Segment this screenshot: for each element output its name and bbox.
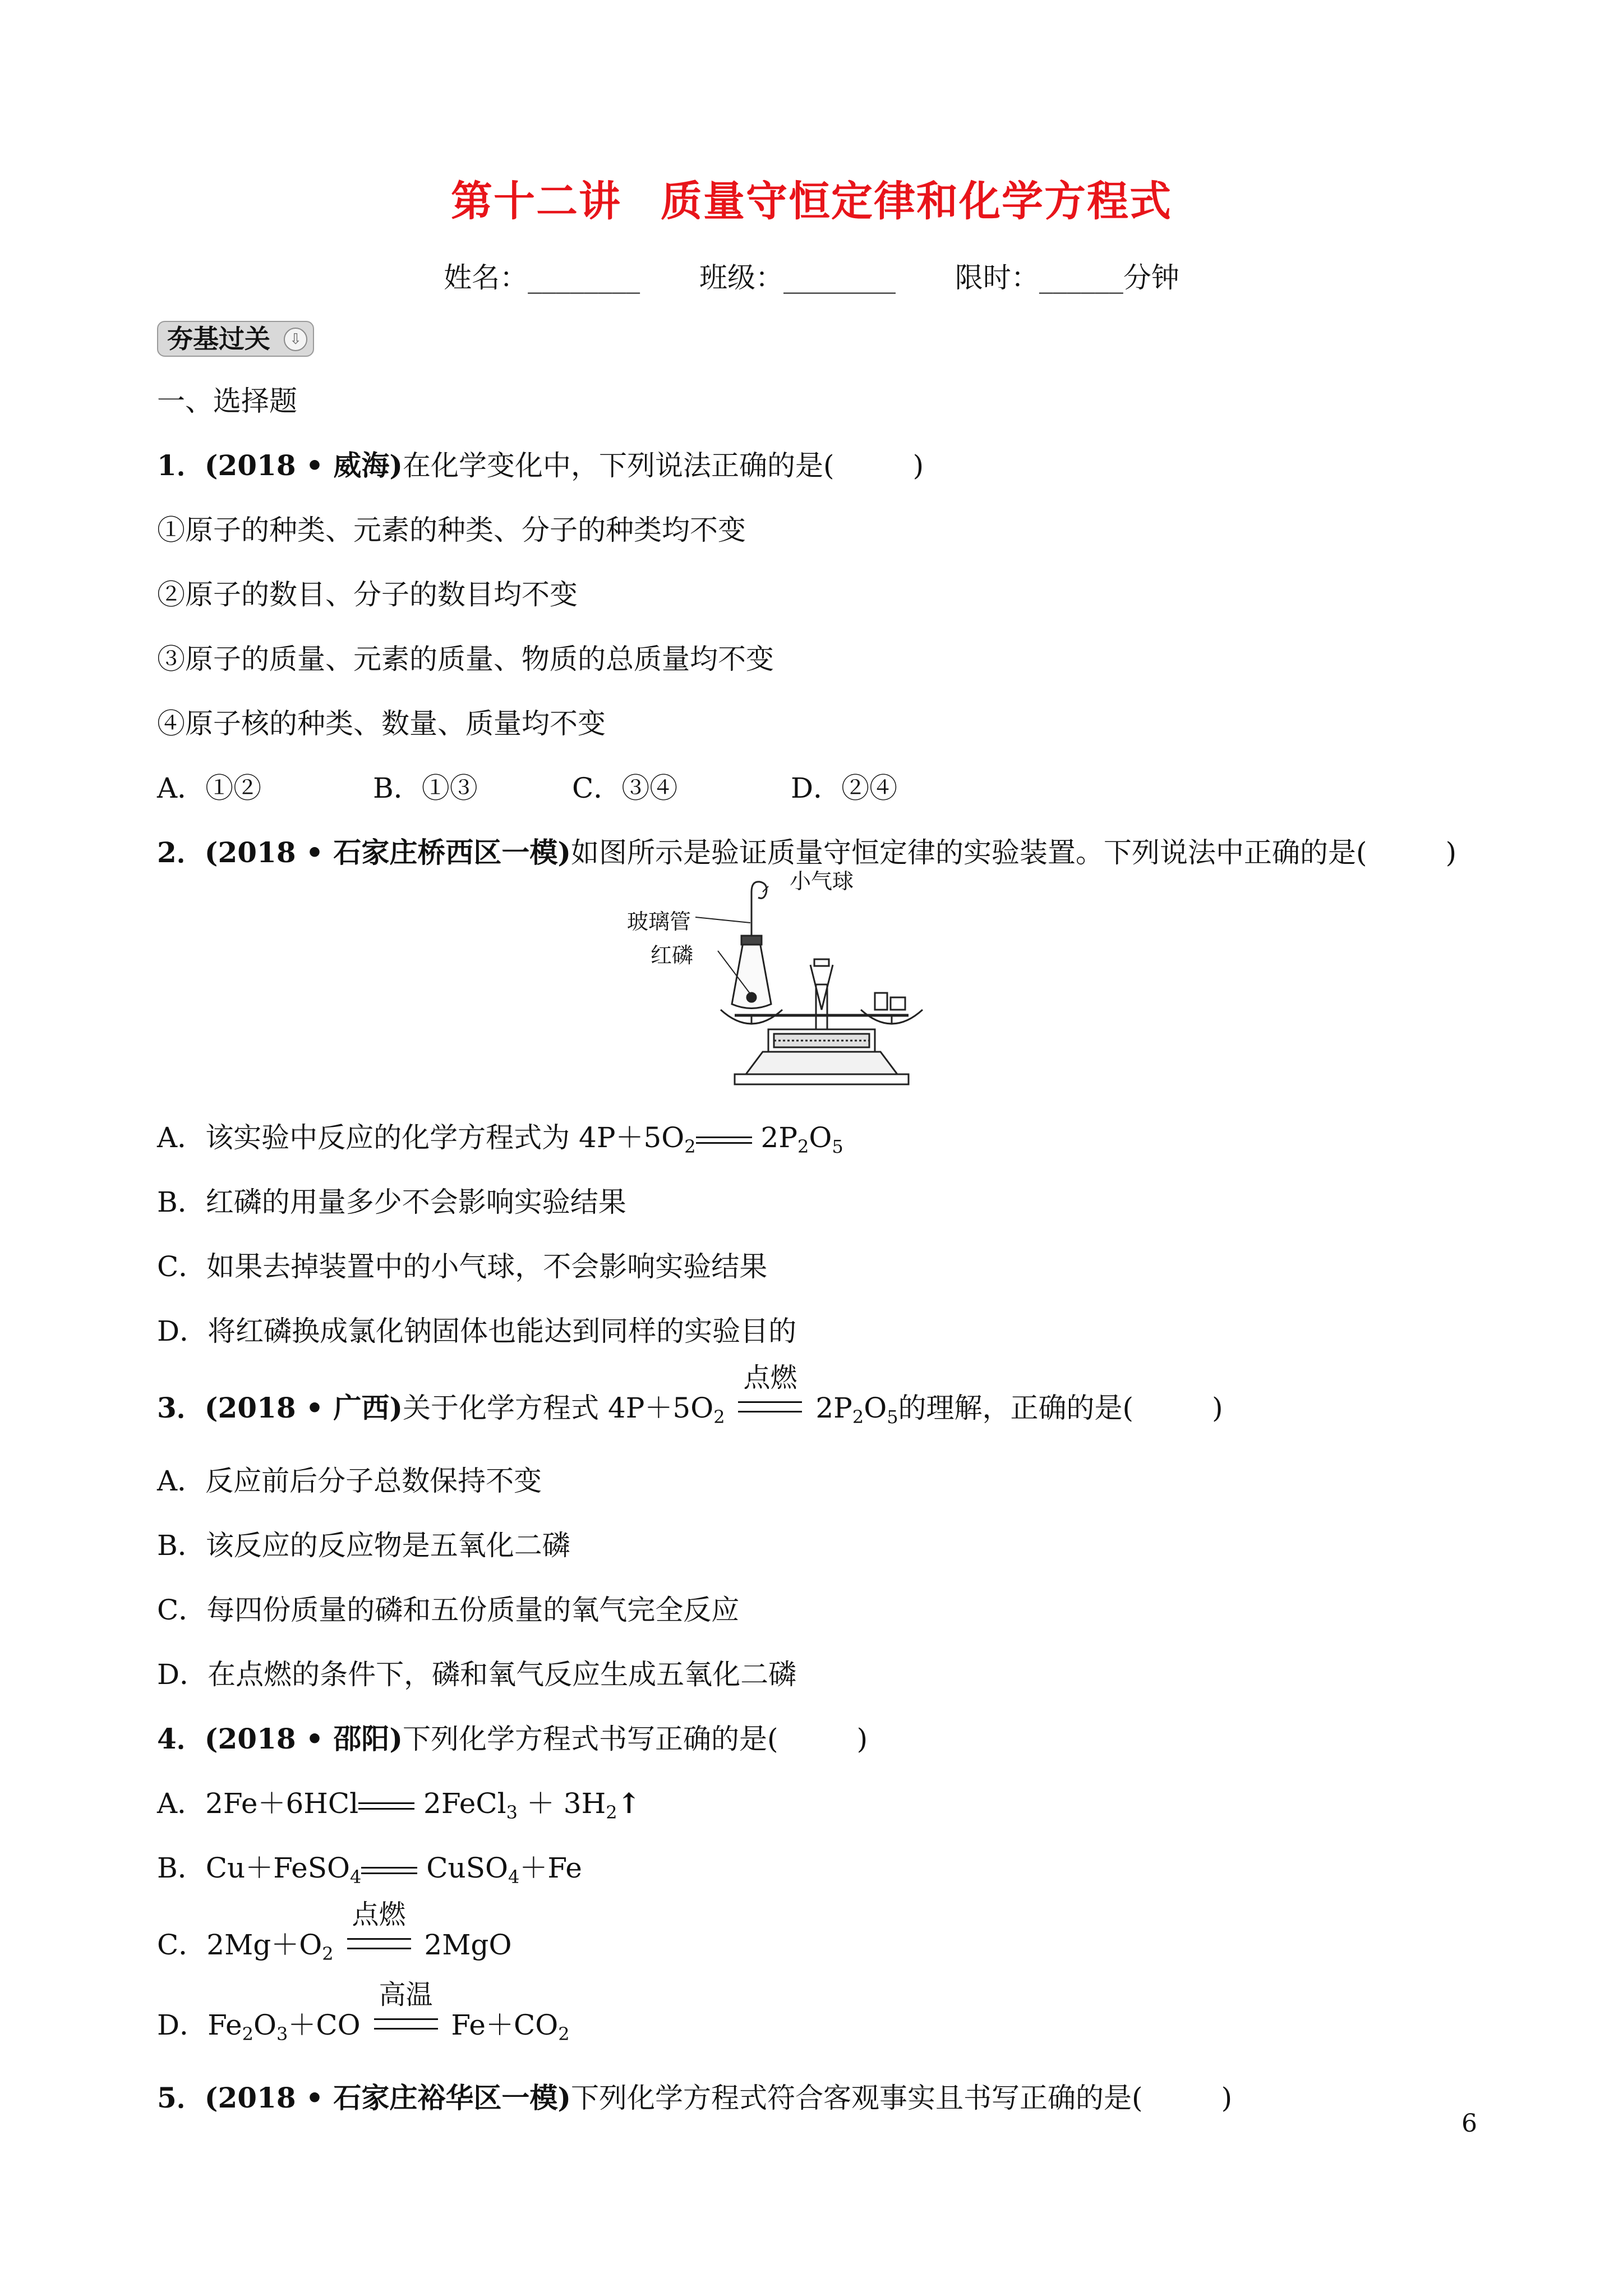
label-red-phosphorus: 红磷 — [651, 943, 694, 968]
q4-option-c: C．$2Mg+O_2$ 点燃 2MgO — [157, 1899, 512, 1964]
question-1: 1．(2018 • 威海)在化学变化中，下列说法正确的是( ) — [157, 449, 924, 482]
page-number: 6 — [1461, 2109, 1477, 2138]
q2-option-b: B．红磷的用量多少不会影响实验结果 — [157, 1186, 626, 1218]
q1-item-4: ④原子核的种类、数量、质量均不变 — [157, 707, 606, 740]
q1-option-c: C．③④ — [572, 772, 678, 804]
q2-option-c: C．如果去掉装置中的小气球，不会影响实验结果 — [157, 1250, 768, 1283]
experiment-figure — [627, 869, 953, 1107]
down-arrow-icon: ⇩ — [284, 328, 307, 351]
q3-option-c: C．每四份质量的磷和五份质量的氧气完全反应 — [157, 1594, 740, 1626]
q4-option-b: B．Cu＋FeSO$_4$ CuSO$_4$＋Fe — [157, 1852, 582, 1888]
q4-option-a: A．2Fe＋6HCl 2FeCl$_3$ ＋ $3H_2↑$ — [157, 1787, 641, 1823]
q1-item-1: ①原子的种类、元素的种类、分子的种类均不变 — [157, 514, 746, 546]
q3-option-b: B．该反应的反应物是五氧化二磷 — [157, 1529, 570, 1562]
balance-diagram — [690, 869, 953, 1105]
q3-option-d: D．在点燃的条件下，磷和氧气反应生成五氧化二磷 — [157, 1658, 797, 1691]
q2-option-a: A．该实验中反应的化学方程式为 $4P+5O_2$ $2P_2O_5$ — [157, 1121, 843, 1157]
q1-item-3: ③原子的质量、元素的质量、物质的总质量均不变 — [157, 643, 774, 675]
question-5: 5．(2018 • 石家庄裕华区一模)下列化学方程式符合客观事实且书写正确的是( ) — [157, 2081, 1233, 2114]
section-heading: 一、选择题 — [157, 385, 297, 417]
q1-option-d: D．②④ — [791, 772, 898, 804]
question-2: 2．(2018 • 石家庄桥西区一模)如图所示是验证质量守恒定律的实验装置。下列说法中正确的是( ) — [157, 836, 1457, 869]
q1-option-a: A．①② — [157, 772, 262, 804]
q1-option-b: B．①③ — [373, 772, 478, 804]
label-balloon: 小气球 — [790, 869, 854, 894]
q2-option-d: D．将红磷换成氯化钠固体也能达到同样的实验目的 — [157, 1315, 797, 1347]
question-3: 3．(2018 • 广西)关于化学方程式 $4P+5O_2$ 点燃 $2P_2O_5$的理解，正确的是( ) — [157, 1362, 1223, 1428]
name-field: 姓名：________ — [444, 261, 640, 294]
q3-option-a: A．反应前后分子总数保持不变 — [157, 1465, 542, 1497]
q4-option-d: D．$Fe_2O_3+CO$ 高温 $Fe+CO_2$ — [157, 1979, 570, 2045]
label-glass-tube: 玻璃管 — [627, 909, 691, 934]
question-4: 4．(2018 • 邵阳)下列化学方程式书写正确的是( ) — [157, 1722, 868, 1755]
time-field: 限时：______分钟 — [955, 261, 1179, 294]
student-info — [0, 255, 1623, 296]
section-badge: 夯基过关 ⇩ — [157, 321, 314, 357]
q1-item-2: ②原子的数目、分子的数目均不变 — [157, 578, 578, 611]
equals-sign — [696, 1129, 752, 1151]
class-field: 班级：________ — [699, 261, 896, 294]
reaction-condition-ignite: 点燃 — [734, 1393, 806, 1427]
page-title: 第十二讲 质量守恒定律和化学方程式 — [451, 177, 1172, 226]
